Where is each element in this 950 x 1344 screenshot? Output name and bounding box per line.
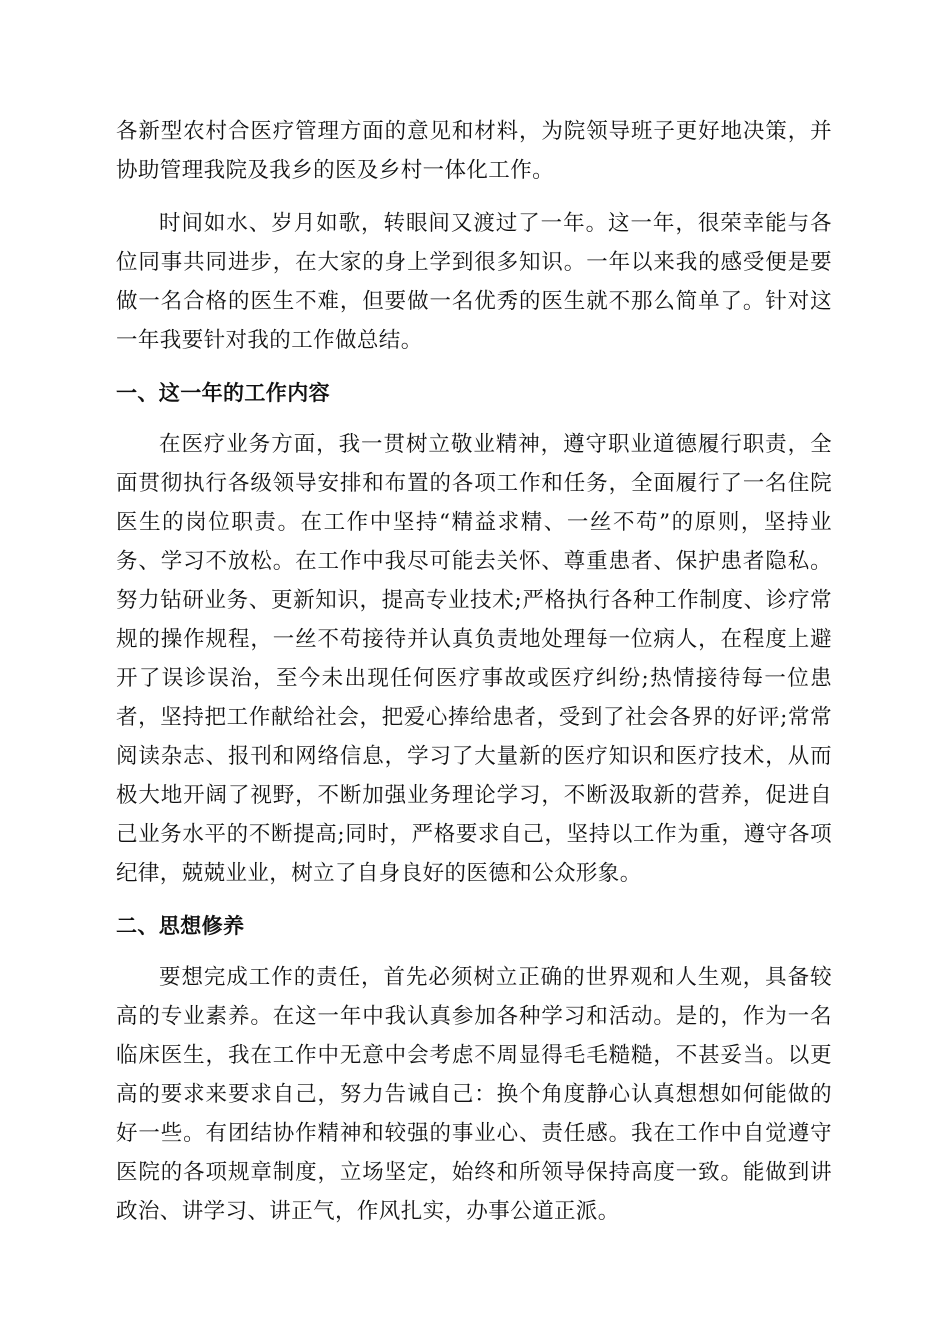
section-heading-work: 一、这一年的工作内容: [116, 381, 330, 405]
paragraph-continued: 各新型农村合医疗管理方面的意见和材料，为院领导班子更好地决策，并协助管理我院及我乡的医及乡村一体化工作。: [116, 119, 832, 183]
paragraph-thought: 要想完成工作的责任，首先必须树立正确的世界观和人生观，具备较高的专业素养。在这一年中我认真参加各种学习和活动。是的，作为一名临床医生，我在工作中无意中会考虑不周显得毛毛糙糙，不甚妥当。以更高的要求来要求自己，努力告诫自己：换个角度静心认真想想如何能做的好一些。有团结协作精神和较强的事业心、责任感。我在工作中自觉遵守医院的各项规章制度，立场坚定，始终和所领导保持高度一致。能做到讲政治、讲学习、讲正气，作风扎实，办事公道正派。: [116, 965, 832, 1224]
paragraph-intro: 时间如水、岁月如歌，转眼间又渡过了一年。这一年，很荣幸能与各位同事共同进步，在大家的身上学到很多知识。一年以来我的感受便是要做一名合格的医生不难，但要做一名优秀的医生就不那么简单了。针对这一年我要针对我的工作做总结。: [116, 211, 832, 353]
paragraph-work: 在医疗业务方面，我一贯树立敬业精神，遵守职业道德履行职责，全面贯彻执行各级领导安排和布置的各项工作和任务，全面履行了一名住院医生的岗位职责。在工作中坚持“精益求精、一丝不苟”的原则，坚持业务、学习不放松。在工作中我尽可能去关怀、尊重患者、保护患者隐私。努力钻研业务、更新知识，提高专业技术;严格执行各种工作制度、诊疗常规的操作规程，一丝不苟接待并认真负责地处理每一位病人，在程度上避开了误诊误治，至今未出现任何医疗事故或医疗纠纷;热情接待每一位患者，坚持把工作献给社会，把爱心捧给患者，受到了社会各界的好评;常常阅读杂志、报刊和网络信息，学习了大量新的医疗知识和医疗技术，从而极大地开阔了视野，不断加强业务理论学习，不断汲取新的营养，促进自己业务水平的不断提高;同时，严格要求自己，坚持以工作为重，遵守各项纪律，兢兢业业，树立了自身良好的医德和公众形象。: [116, 432, 832, 886]
section-heading-thought: 二、思想修养: [116, 914, 245, 938]
document-page: [116, 112, 832, 1245]
